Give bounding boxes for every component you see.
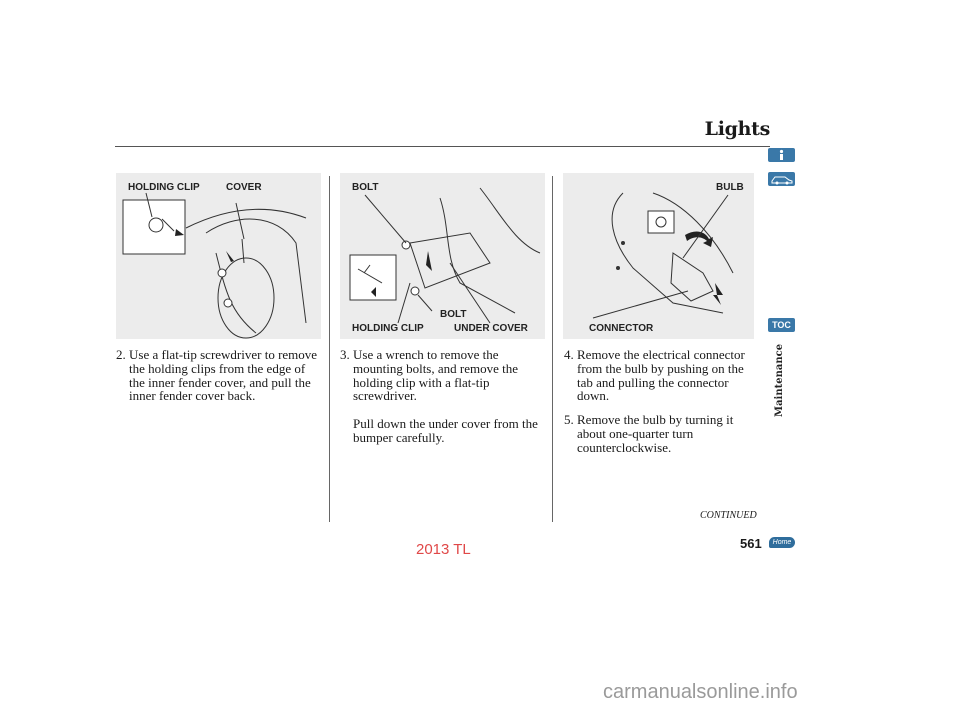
title-rule <box>115 146 770 147</box>
section-title: Lights <box>704 118 770 140</box>
label-holding-clip-middle: HOLDING CLIP <box>352 323 424 334</box>
column-divider-1 <box>329 176 330 522</box>
home-button[interactable]: Home <box>769 537 795 548</box>
step-text: Use a flat-tip screwdriver to remove the holding clips from the edge of the inner fender cover, and pull the inner fender cover back. <box>129 347 318 404</box>
step-5 <box>564 413 754 454</box>
step-note: Pull down the under cover from the bumper carefully. <box>353 416 538 445</box>
info-icon <box>768 148 795 162</box>
info-tab[interactable] <box>768 148 795 162</box>
car-icon <box>768 172 795 186</box>
label-under-cover: UNDER COVER <box>454 323 528 334</box>
model-watermark: 2013 TL <box>416 541 471 558</box>
continued-label: CONTINUED <box>700 510 757 521</box>
bulb-illustration <box>563 173 754 339</box>
figure-under-cover <box>340 173 545 339</box>
vehicle-tab[interactable] <box>768 172 795 186</box>
step-2 <box>116 348 321 403</box>
label-bolt-bottom: BOLT <box>440 309 467 320</box>
step-number: 3. <box>340 347 350 362</box>
label-holding-clip: HOLDING CLIP <box>128 182 200 193</box>
step-number: 5. <box>564 412 574 427</box>
figure-bulb-connector <box>563 173 754 339</box>
step-number: 2. <box>116 347 126 362</box>
figure-fender-cover <box>116 173 321 339</box>
column-divider-2 <box>552 176 553 522</box>
page-number: 561 <box>740 536 762 551</box>
label-bulb: BULB <box>716 182 744 193</box>
site-watermark: carmanualsonline.info <box>603 681 798 703</box>
step-text: Use a wrench to remove the mounting bolts, and remove the holding clip with a flat-tip screwdriver. <box>353 347 519 404</box>
fender-illustration <box>116 173 321 339</box>
step-number: 4. <box>564 347 574 362</box>
step-text: Remove the electrical connector from the bulb by pushing on the tab and pulling the connector down. <box>577 347 745 404</box>
section-side-label: Maintenance <box>774 343 785 417</box>
toc-tab[interactable]: TOC <box>768 318 795 332</box>
label-cover: COVER <box>226 182 262 193</box>
label-bolt-top: BOLT <box>352 182 379 193</box>
under-cover-illustration <box>340 173 545 339</box>
step-3 <box>340 348 545 445</box>
step-4 <box>564 348 754 403</box>
step-text: Remove the bulb by turning it about one-quarter turn counterclockwise. <box>577 412 734 455</box>
label-connector: CONNECTOR <box>589 323 654 334</box>
